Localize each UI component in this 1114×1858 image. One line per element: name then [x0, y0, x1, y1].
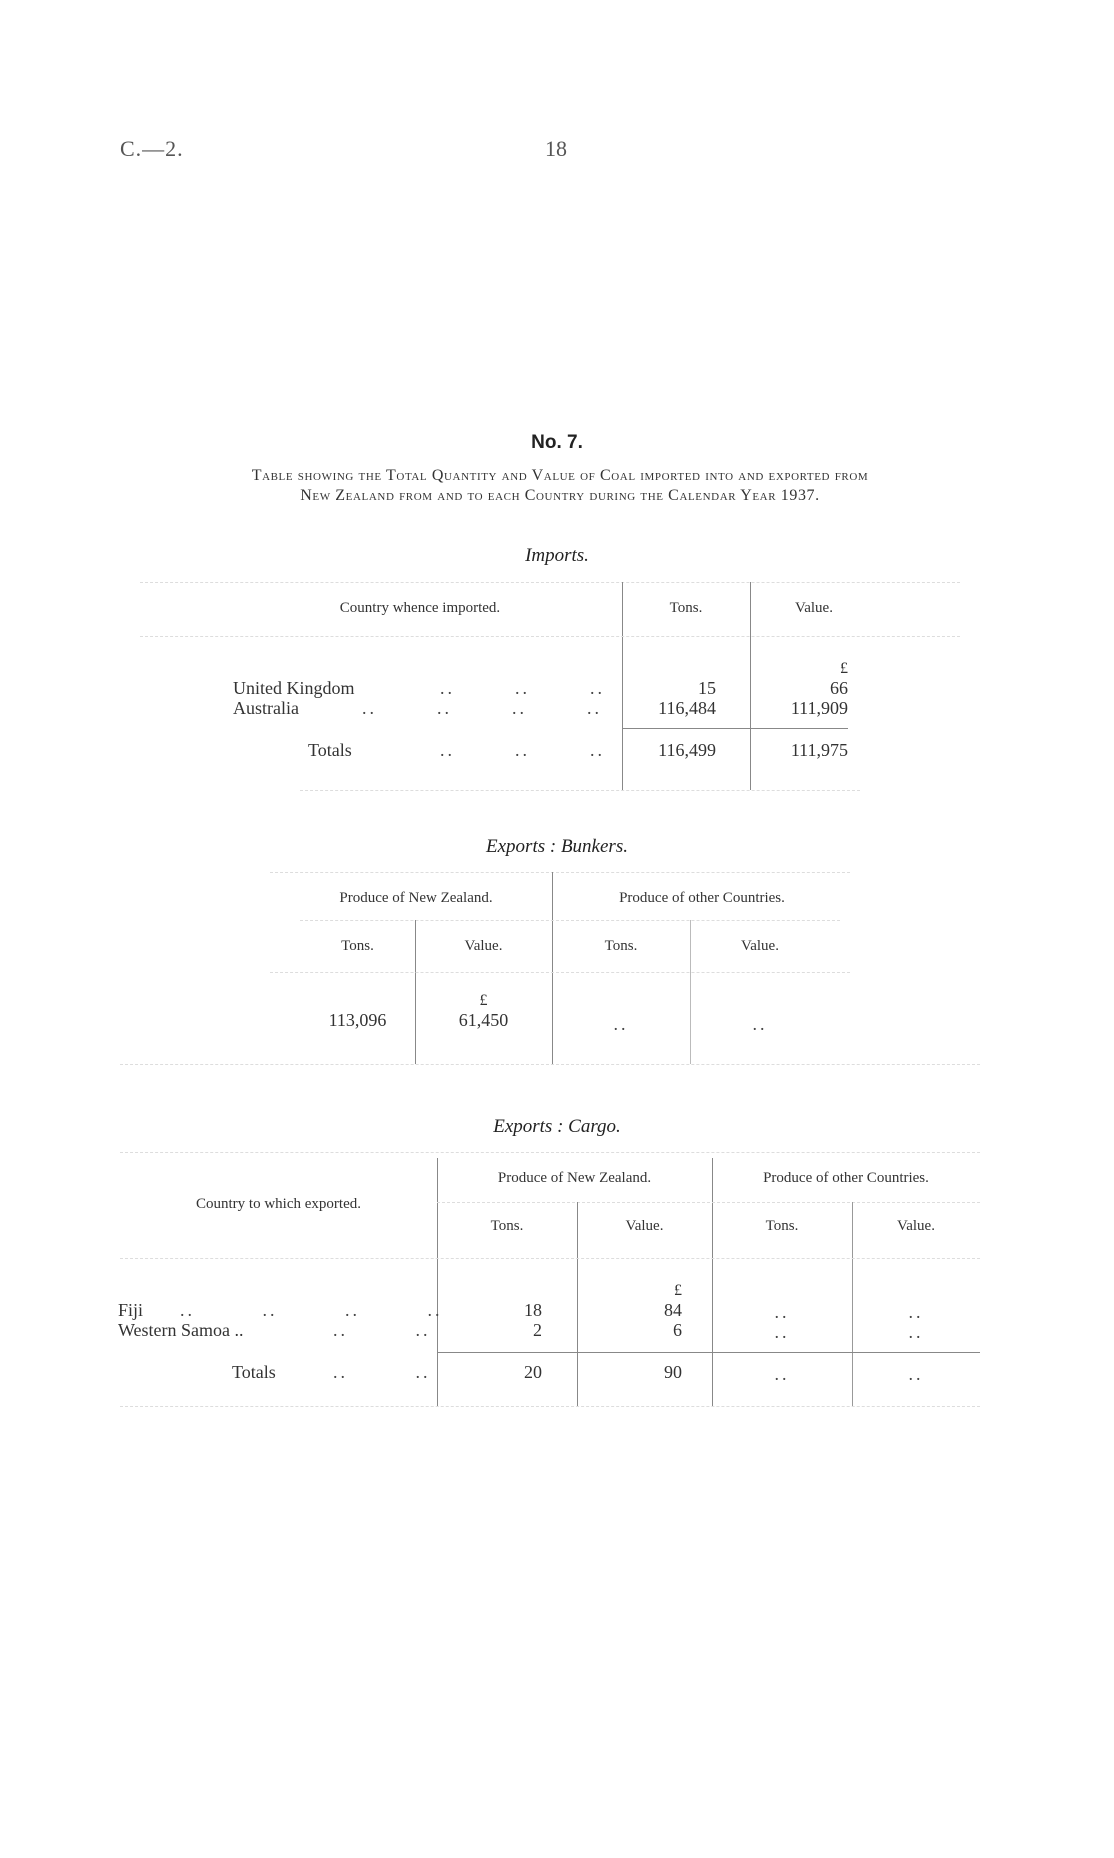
table-number: No. 7.: [531, 432, 583, 453]
cargo-group-rule: [437, 1202, 980, 1203]
table-title-line-1: Table showing the Total Quantity and Value of Coal imported into and exported from: [251, 467, 869, 484]
bunkers-group-other: Produce of other Countries.: [619, 890, 785, 906]
cargo-bottom-rule: [120, 1406, 980, 1407]
imports-totals-value: 111,975: [790, 740, 848, 760]
bunkers-heading: Exports : Bunkers.: [486, 836, 628, 857]
cargo-row-1-nz-value: 84: [664, 1300, 682, 1320]
imports-top-rule: [140, 582, 960, 583]
bunkers-currency-symbol: £: [479, 992, 488, 1009]
leader-dots: .. ..: [333, 1362, 431, 1382]
bunkers-other-tons: ..: [613, 1014, 629, 1034]
imports-totals-label: Totals: [308, 740, 352, 760]
bunkers-top-rule: [270, 872, 850, 873]
cargo-row-2-other-tons: ..: [774, 1322, 790, 1342]
leader-dots: .. ..: [333, 1320, 431, 1340]
cargo-col-other-tons: Tons.: [765, 1218, 799, 1234]
cargo-col-country: Country to which exported.: [196, 1196, 361, 1212]
cargo-col-other-value: Value.: [897, 1218, 935, 1234]
page-number: 18: [545, 136, 567, 161]
imports-bottom-rule: [300, 790, 860, 791]
imports-row-2-tons: 116,484: [658, 698, 716, 718]
cargo-header-rule: [120, 1258, 980, 1259]
bunkers-nz-tons: 113,096: [328, 1010, 387, 1030]
cargo-row-1-nz-tons: 18: [524, 1300, 542, 1320]
imports-row-2-value: 111,909: [790, 698, 848, 718]
imports-col-country: Country whence imported.: [339, 600, 501, 616]
bunkers-nz-value: 61,450: [458, 1010, 509, 1030]
leader-dots: .. .. ..: [440, 740, 605, 760]
bunkers-header-rule: [270, 972, 850, 973]
cargo-totals-other-value: ..: [908, 1364, 924, 1384]
document-reference: C.—2.: [120, 136, 184, 161]
cargo-totals-nz-tons: 20: [524, 1362, 542, 1382]
bunkers-col-nz-tons: Tons.: [341, 938, 374, 954]
table-title-line-2: New Zealand from and to each Country during the Calendar Year 1937.: [300, 487, 820, 504]
cargo-row-1-other-tons: ..: [774, 1302, 790, 1322]
cargo-row-1-other-value: ..: [908, 1302, 924, 1322]
imports-col-tons: Tons.: [669, 600, 703, 616]
cargo-group-nz: Produce of New Zealand.: [497, 1170, 652, 1186]
imports-totals-tons: 116,499: [658, 740, 716, 760]
leader-dots: .. .. ..: [440, 678, 605, 698]
cargo-col-nz-tons: Tons.: [490, 1218, 524, 1234]
cargo-totals-nz-value: 90: [664, 1362, 682, 1382]
cargo-group-other: Produce of other Countries.: [763, 1170, 929, 1186]
leader-dots: .. .. .. ..: [362, 698, 602, 718]
cargo-row-2-nz-tons: 2: [533, 1320, 542, 1340]
cargo-row-2-country: Western Samoa ..: [118, 1320, 244, 1340]
bunkers-col-other-value: Value.: [741, 938, 779, 954]
imports-row-1-country: United Kingdom: [233, 678, 355, 698]
cargo-heading: Exports : Cargo.: [493, 1116, 621, 1137]
imports-row-1-value: 66: [830, 678, 848, 698]
cargo-totals-other-tons: ..: [774, 1364, 790, 1384]
cargo-row-2-other-value: ..: [908, 1322, 924, 1342]
bunkers-bottom-rule: [120, 1064, 980, 1065]
imports-col-value: Value.: [795, 600, 833, 616]
imports-header-rule: [140, 636, 960, 637]
imports-heading: Imports.: [525, 545, 589, 566]
cargo-row-2-nz-value: 6: [673, 1320, 682, 1340]
leader-dots: .. .. .. ..: [180, 1300, 443, 1320]
cargo-totals-rule: [437, 1352, 980, 1353]
imports-row-1-tons: 15: [698, 678, 716, 698]
imports-currency-symbol: £: [840, 660, 848, 677]
cargo-top-rule: [120, 1152, 980, 1153]
imports-row-2-country: Australia: [233, 698, 299, 718]
cargo-currency-symbol: £: [674, 1282, 682, 1299]
bunkers-other-value: ..: [752, 1014, 768, 1034]
bunkers-group-rule: [300, 920, 840, 921]
bunkers-col-other-tons: Tons.: [604, 938, 638, 954]
cargo-col-nz-value: Value.: [625, 1218, 664, 1234]
cargo-totals-label: Totals: [232, 1362, 276, 1382]
table-title: [110, 466, 1010, 506]
bunkers-group-nz: Produce of New Zealand.: [339, 890, 493, 906]
bunkers-col-nz-value: Value.: [464, 938, 503, 954]
cargo-row-1-country: Fiji: [118, 1300, 144, 1320]
imports-totals-rule: [622, 728, 848, 729]
